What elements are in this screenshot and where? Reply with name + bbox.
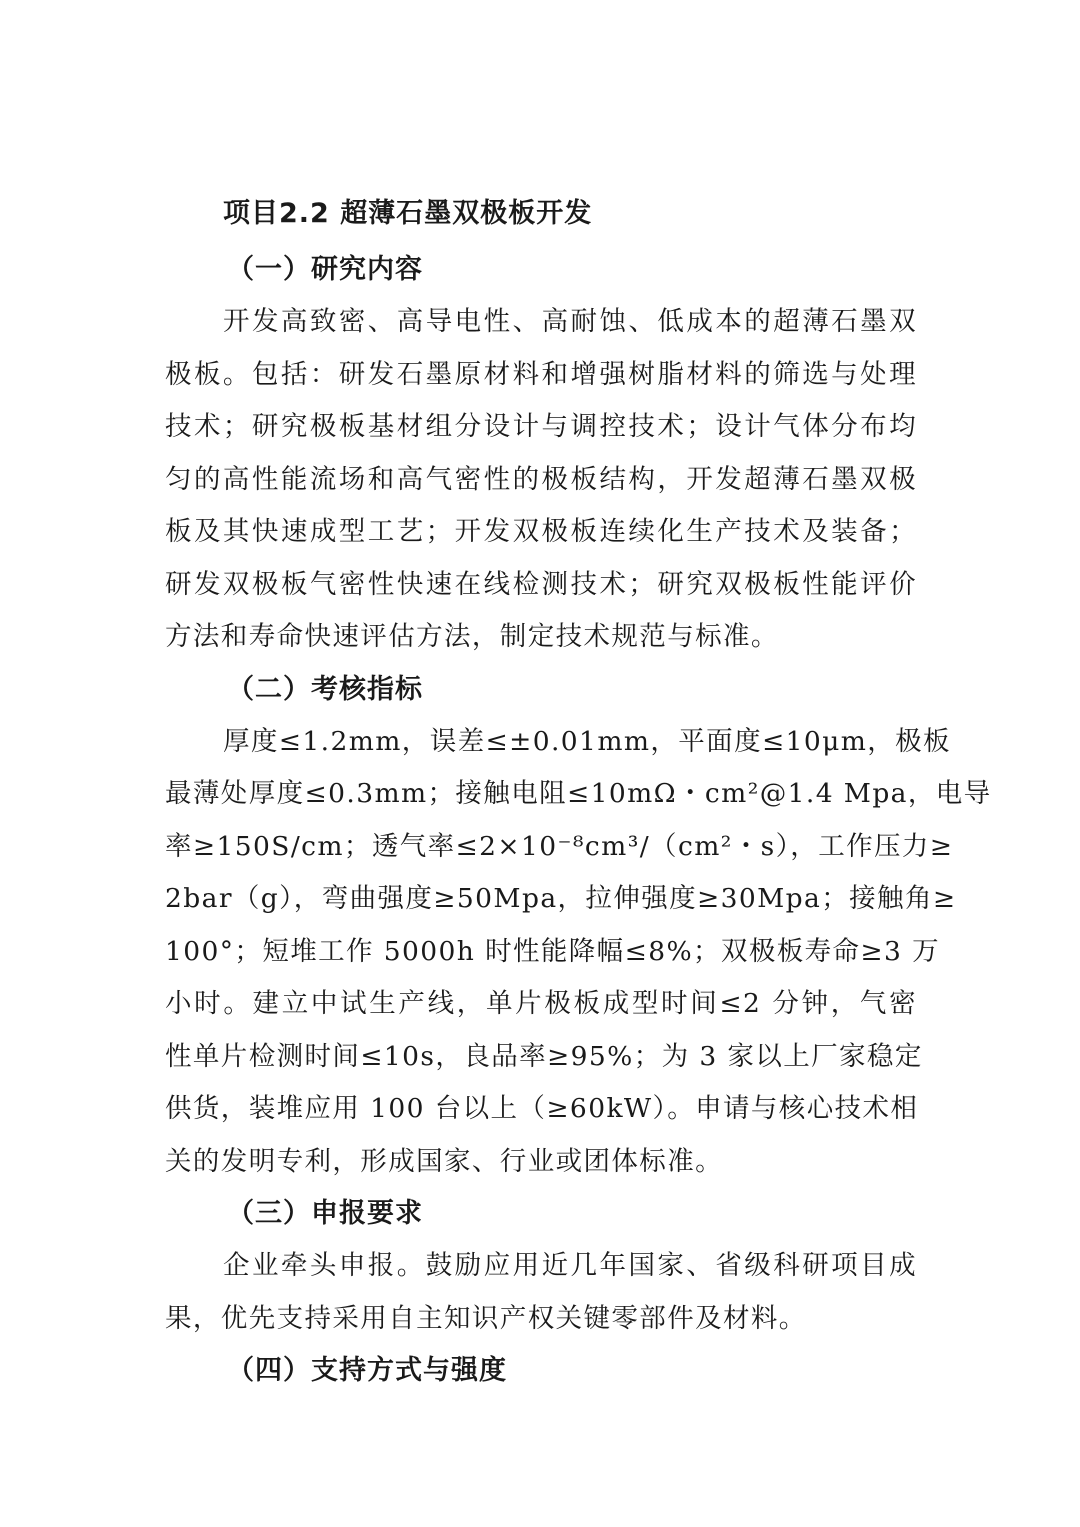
text-line: 果，优先支持采用自主知识产权关键零部件及材料。 [165,1302,807,1334]
section-heading-assessment-indicators: （二）考核指标 [227,673,423,705]
text-line: 匀的高性能流场和高气密性的极板结构，开发超薄石墨双极 [165,463,917,495]
text-line: 率≥150S/cm；透气率≤2×10⁻⁸cm³/（cm²・s），工作压力≥ [165,830,954,862]
text-line: 性单片检测时间≤10s，良品率≥95%；为 3 家以上厂家稳定 [165,1040,923,1072]
text-line: 开发高致密、高导电性、高耐蚀、低成本的超薄石墨双 [223,306,917,337]
text-line: 板及其快速成型工艺；开发双极板连续化生产技术及装备； [165,516,917,547]
text-line: 技术；研究极板基材组分设计与调控技术；设计气体分布均 [165,411,917,442]
text-line: 2bar（g），弯曲强度≥50Mpa，拉伸强度≥30Mpa；接触角≥ [165,883,957,914]
text-line: 关的发明专利，形成国家、行业或团体标准。 [165,1145,723,1177]
text-line: 厚度≤1.2mm，误差≤±0.01mm，平面度≤10μm，极板 [223,725,951,757]
document-title: 项目2.2 超薄石墨双极板开发 [223,198,593,229]
document-page [165,188,992,1397]
section-heading-research-content: （一）研究内容 [227,254,423,285]
section-body-research-content [165,296,917,664]
text-line: 供货，装堆应用 100 台以上（≥60kW）。申请与核心技术相 [165,1093,919,1124]
text-line: 小时。建立中试生产线，单片极板成型时间≤2 分钟，气密 [165,988,917,1019]
text-line: 方法和寿命快速评估方法，制定技术规范与标准。 [165,621,779,652]
section-heading-support-method: （四）支持方式与强度 [227,1355,507,1386]
text-line: 100°；短堆工作 5000h 时性能降幅≤8%；双极板寿命≥3 万 [165,935,941,967]
text-line: 研发双极板气密性快速在线检测技术；研究双极板性能评价 [165,568,917,600]
section-body-application-requirements [165,1240,917,1345]
text-line: 最薄处厚度≤0.3mm；接触电阻≤10mΩ・cm²@1.4 Mpa，电导 [165,778,992,809]
section-body-assessment-indicators [165,716,992,1189]
text-line: 企业牵头申报。鼓励应用近几年国家、省级科研项目成 [223,1250,917,1281]
section-heading-application-requirements: （三）申报要求 [227,1198,423,1229]
text-line: 极板。包括：研发石墨原材料和增强树脂材料的筛选与处理 [165,358,917,390]
